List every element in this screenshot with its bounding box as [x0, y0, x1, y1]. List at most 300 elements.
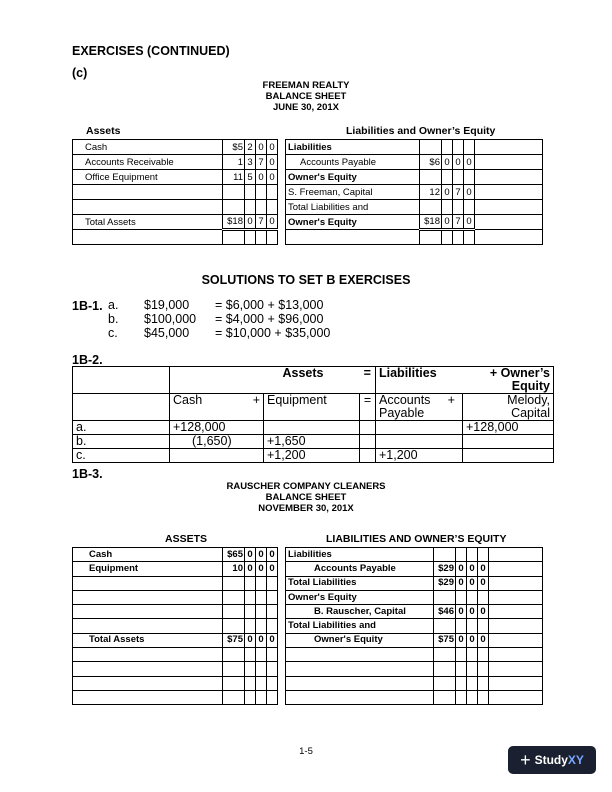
- freeman-title-block: [0, 80, 612, 113]
- ledger-left-digit: [267, 619, 278, 633]
- eq-row-ap: [376, 421, 463, 435]
- ledger-row: [73, 619, 543, 633]
- page-number: 1-5: [299, 746, 313, 757]
- ledger-left-digit: 7: [256, 155, 267, 170]
- ex-1b1-letter: b.: [108, 312, 119, 326]
- ledger-left-digit: 0: [245, 548, 256, 562]
- ledger-left-label: [73, 185, 223, 200]
- ledger-right-digit: [442, 140, 453, 155]
- ledger-right-dollars: $29: [434, 576, 456, 590]
- ledger-row: [73, 548, 543, 562]
- eq-row-equipment: +1,650: [264, 435, 360, 449]
- ledger-gap: [278, 605, 286, 619]
- ledger-left-dollars: [223, 605, 245, 619]
- ledger-gap: [278, 590, 286, 604]
- eq-top-equals: =: [360, 367, 376, 394]
- ledger-gap: [278, 185, 286, 200]
- ledger-left-digit: 0: [267, 215, 278, 230]
- ledger-right-digit: [453, 200, 464, 215]
- ledger-right-dollars: [420, 140, 442, 155]
- ledger-gap: [278, 140, 286, 155]
- ledger-gap: [278, 170, 286, 185]
- rauscher-assets-header: ASSETS: [165, 533, 208, 545]
- ledger-trail: [489, 676, 543, 690]
- ledger-right-digit: [478, 690, 489, 704]
- ledger-left-digit: [245, 619, 256, 633]
- ledger-right-digit: 0: [464, 155, 475, 170]
- ledger-right-label: B. Rauscher, Capital: [286, 605, 434, 619]
- ledger-row: [73, 662, 543, 676]
- ledger-trail: [489, 590, 543, 604]
- ledger-left-dollars: $5: [223, 140, 245, 155]
- ledger-left-digit: 0: [256, 140, 267, 155]
- ledger-right-dollars: $46: [434, 605, 456, 619]
- ledger-left-digit: 3: [245, 155, 256, 170]
- ledger-left-digit: 0: [245, 215, 256, 230]
- ledger-right-digit: [453, 170, 464, 185]
- ledger-right-digit: [456, 662, 467, 676]
- ledger-row: [73, 200, 543, 215]
- ledger-left-digit: [256, 185, 267, 200]
- ledger-right-digit: 0: [453, 155, 464, 170]
- ledger-left-digit: [256, 605, 267, 619]
- ledger-left-dollars: [223, 590, 245, 604]
- eq-row-equipment: [264, 421, 360, 435]
- ledger-left-dollars: $18: [223, 215, 245, 230]
- freeman-statement: BALANCE SHEET: [265, 91, 347, 102]
- freeman-assets-header: Assets: [86, 125, 121, 137]
- ledger-right-digit: [464, 230, 475, 245]
- ledger-right-digit: 7: [453, 215, 464, 230]
- ledger-right-digit: [478, 590, 489, 604]
- ledger-trail: [489, 605, 543, 619]
- ex-1b1-value: $19,000: [144, 298, 190, 312]
- ex-1b1-letter: a.: [108, 298, 119, 312]
- ledger-right-digit: [467, 690, 478, 704]
- ledger-right-dollars: $29: [434, 562, 456, 576]
- eq-row-letter: a.: [73, 421, 170, 435]
- ledger-left-digit: 0: [267, 140, 278, 155]
- ledger-left-digit: [267, 690, 278, 704]
- ledger-left-digit: 0: [267, 155, 278, 170]
- ex-1b1-row: [108, 326, 330, 340]
- ledger-left-label: [73, 590, 223, 604]
- ledger-right-digit: [442, 230, 453, 245]
- ledger-left-dollars: [223, 185, 245, 200]
- ledger-right-label: Liabilities: [286, 140, 420, 155]
- ledger-trail: [489, 576, 543, 590]
- ledger-left-digit: [256, 590, 267, 604]
- ledger-left-dollars: [223, 230, 245, 245]
- ledger-left-digit: [245, 648, 256, 662]
- ledger-gap: [278, 215, 286, 230]
- ledger-trail: [489, 648, 543, 662]
- eq-column-row: [73, 394, 554, 421]
- ledger-left-digit: [267, 662, 278, 676]
- ledger-left-digit: [245, 605, 256, 619]
- ledger-right-label: Total Liabilities and: [286, 200, 420, 215]
- ledger-right-digit: 0: [478, 562, 489, 576]
- rauscher-balance-sheet: [72, 547, 543, 705]
- ledger-right-dollars: [420, 230, 442, 245]
- rauscher-liab-header: LIABILITIES AND OWNER’S EQUITY: [326, 533, 507, 545]
- ledger-left-dollars: [223, 648, 245, 662]
- ledger-right-digit: [456, 619, 467, 633]
- ledger-right-dollars: [434, 662, 456, 676]
- ledger-left-dollars: 11: [223, 170, 245, 185]
- eq-row-capital: [463, 449, 554, 463]
- ledger-right-digit: 0: [478, 633, 489, 647]
- eq-row-equals: [360, 421, 376, 435]
- ledger-left-digit: [245, 576, 256, 590]
- ledger-trail: [475, 185, 543, 200]
- ledger-left-digit: [256, 690, 267, 704]
- eq-row: [73, 421, 554, 435]
- ledger-right-label: Liabilities: [286, 548, 434, 562]
- ledger-left-label: [73, 619, 223, 633]
- ledger-right-digit: 0: [442, 215, 453, 230]
- ledger-left-dollars: [223, 619, 245, 633]
- ledger-left-dollars: [223, 200, 245, 215]
- badge-brand: StudyXY: [534, 753, 584, 767]
- ledger-right-digit: [467, 676, 478, 690]
- ledger-left-label: Total Assets: [73, 633, 223, 647]
- eq-col-cash: Cash: [170, 394, 232, 421]
- ledger-right-dollars: [420, 200, 442, 215]
- ledger-right-digit: 0: [464, 215, 475, 230]
- eq-row-equals: [360, 449, 376, 463]
- eq-row-capital: [463, 435, 554, 449]
- ledger-right-label: [286, 690, 434, 704]
- ex-1b1-label: 1B-1.: [72, 299, 103, 313]
- ex-1b1-equation: = $10,000 + $35,000: [215, 326, 331, 340]
- ledger-left-dollars: $75: [223, 633, 245, 647]
- eq-row-equipment: +1,200: [264, 449, 360, 463]
- ledger-right-dollars: [434, 590, 456, 604]
- ledger-right-dollars: $18: [420, 215, 442, 230]
- ledger-right-digit: 0: [467, 633, 478, 647]
- ledger-trail: [475, 140, 543, 155]
- ledger-right-digit: 0: [456, 562, 467, 576]
- ledger-left-label: Cash: [73, 140, 223, 155]
- ledger-left-digit: [245, 200, 256, 215]
- ledger-right-digit: [453, 140, 464, 155]
- eq-rows: [73, 421, 554, 463]
- eq-row-letter: b.: [73, 435, 170, 449]
- eq-row: [73, 435, 554, 449]
- ledger-right-label: [286, 230, 420, 245]
- ledger-trail: [489, 690, 543, 704]
- ledger-right-digit: 0: [467, 605, 478, 619]
- ledger-left-digit: 0: [256, 562, 267, 576]
- ledger-left-digit: 7: [256, 215, 267, 230]
- ledger-right-dollars: $6: [420, 155, 442, 170]
- ledger-row: [73, 215, 543, 230]
- ledger-right-digit: [478, 548, 489, 562]
- ledger-left-digit: [245, 690, 256, 704]
- ledger-right-digit: 0: [478, 576, 489, 590]
- ledger-row: [73, 690, 543, 704]
- ledger-row: [73, 230, 543, 245]
- solutions-title: SOLUTIONS TO SET B EXERCISES: [201, 273, 411, 287]
- ledger-right-dollars: 12: [420, 185, 442, 200]
- ledger-left-digit: 0: [256, 170, 267, 185]
- ledger-left-digit: [245, 230, 256, 245]
- ledger-left-label: [73, 200, 223, 215]
- ledger-left-digit: 0: [267, 562, 278, 576]
- ledger-gap: [278, 576, 286, 590]
- ledger-left-digit: [267, 590, 278, 604]
- eq-header-row: [73, 367, 554, 394]
- ledger-right-digit: [464, 140, 475, 155]
- ex-1b1-letter: c.: [108, 326, 118, 340]
- rauscher-statement: BALANCE SHEET: [265, 492, 347, 503]
- ledger-left-label: Cash: [73, 548, 223, 562]
- ledger-right-digit: [467, 648, 478, 662]
- rauscher-title-block: [0, 481, 612, 514]
- section-heading: EXERCISES (CONTINUED): [72, 44, 230, 58]
- ex-1b1-row: [108, 298, 330, 312]
- ledger-left-label: [73, 605, 223, 619]
- ledger-left-label: [73, 648, 223, 662]
- ledger-left-digit: [267, 648, 278, 662]
- ledger-left-label: [73, 662, 223, 676]
- ledger-left-digit: [245, 590, 256, 604]
- ledger-right-digit: [478, 619, 489, 633]
- eq-row-cash: +128,000: [170, 421, 264, 435]
- eq-col-equals: =: [360, 394, 376, 421]
- ledger-left-label: [73, 676, 223, 690]
- ex-1b2-label: 1B-2.: [72, 353, 103, 367]
- ledger-right-label: Owner's Equity: [286, 215, 420, 230]
- ledger-left-dollars: [223, 690, 245, 704]
- ledger-right-digit: [456, 648, 467, 662]
- ledger-right-digit: [478, 676, 489, 690]
- rauscher-company: RAUSCHER COMPANY CLEANERS: [226, 481, 386, 492]
- rauscher-date: NOVEMBER 30, 201X: [258, 503, 354, 514]
- ledger-row: [73, 155, 543, 170]
- ledger-row: [73, 562, 543, 576]
- ledger-trail: [489, 562, 543, 576]
- ledger-right-dollars: [434, 648, 456, 662]
- ledger-row: [73, 185, 543, 200]
- ledger-left-label: Office Equipment: [73, 170, 223, 185]
- ledger-right-digit: [453, 230, 464, 245]
- ledger-left-digit: [256, 619, 267, 633]
- ledger-right-label: Accounts Payable: [286, 562, 434, 576]
- eq-top-liabilities: Liabilities: [376, 367, 463, 394]
- studyxy-badge[interactable]: [508, 746, 596, 774]
- ledger-right-digit: 0: [456, 633, 467, 647]
- ledger-left-digit: 2: [245, 140, 256, 155]
- ledger-left-dollars: $65: [223, 548, 245, 562]
- ledger-left-digit: [256, 648, 267, 662]
- ledger-right-dollars: [434, 690, 456, 704]
- ledger-row: [73, 140, 543, 155]
- ledger-gap: [278, 662, 286, 676]
- ledger-trail: [475, 155, 543, 170]
- ledger-trail: [489, 548, 543, 562]
- ledger-right-label: Owner's Equity: [286, 590, 434, 604]
- ledger-left-digit: 0: [267, 170, 278, 185]
- ledger-right-label: Accounts Payable: [286, 155, 420, 170]
- eq-col-plus2: +: [441, 394, 463, 421]
- eq-row-capital: +128,000: [463, 421, 554, 435]
- ledger-right-digit: [467, 662, 478, 676]
- ledger-right-label: Owner's Equity: [286, 170, 420, 185]
- ledger-left-digit: 5: [245, 170, 256, 185]
- ledger-right-digit: [456, 590, 467, 604]
- ledger-row: [73, 590, 543, 604]
- ex-1b3-label: 1B-3.: [72, 467, 103, 481]
- ledger-left-digit: 0: [256, 548, 267, 562]
- ledger-right-digit: [467, 548, 478, 562]
- freeman-liab-header: Liabilities and Owner’s Equity: [346, 125, 496, 137]
- ledger-left-digit: [267, 185, 278, 200]
- ledger-trail: [489, 633, 543, 647]
- ledger-gap: [278, 648, 286, 662]
- ledger-right-digit: [456, 690, 467, 704]
- ledger-right-digit: [478, 648, 489, 662]
- ledger-right-digit: [456, 676, 467, 690]
- ledger-right-label: [286, 662, 434, 676]
- ledger-right-digit: 0: [456, 576, 467, 590]
- ledger-trail: [475, 200, 543, 215]
- ledger-gap: [278, 230, 286, 245]
- ex-1b1-row: [108, 312, 330, 326]
- ledger-left-digit: 0: [267, 548, 278, 562]
- ledger-left-label: [73, 690, 223, 704]
- ledger-right-dollars: [434, 548, 456, 562]
- eq-top-owners-equity: + Owner’s Equity: [463, 367, 554, 394]
- ledger-left-label: Total Assets: [73, 215, 223, 230]
- ledger-trail: [475, 170, 543, 185]
- ledger-right-digit: [464, 170, 475, 185]
- ledger-right-digit: [456, 548, 467, 562]
- eq-col-ap: Accounts Payable: [376, 394, 441, 421]
- ledger-row: [73, 648, 543, 662]
- ledger-right-digit: 0: [467, 576, 478, 590]
- ledger-right-label: [286, 648, 434, 662]
- ex-1b1-value: $45,000: [144, 326, 190, 340]
- ledger-trail: [475, 215, 543, 230]
- ledger-left-digit: 0: [245, 562, 256, 576]
- ledger-row: [73, 576, 543, 590]
- part-c-label: (c): [72, 66, 88, 80]
- ledger-left-dollars: 1: [223, 155, 245, 170]
- ledger-left-label: Accounts Receivable: [73, 155, 223, 170]
- eq-row-ap: +1,200: [376, 449, 463, 463]
- ledger-left-digit: [245, 662, 256, 676]
- ex-1b1-equation: = $4,000 + $96,000: [215, 312, 324, 326]
- ledger-right-digit: 7: [453, 185, 464, 200]
- freeman-date: JUNE 30, 201X: [272, 102, 339, 113]
- ledger-left-label: [73, 576, 223, 590]
- ledger-left-dollars: [223, 576, 245, 590]
- ledger-left-digit: 0: [245, 633, 256, 647]
- ledger-right-label: Total Liabilities and: [286, 619, 434, 633]
- eq-row-cash: [170, 449, 264, 463]
- eq-row: [73, 449, 554, 463]
- ledger-right-digit: [442, 200, 453, 215]
- ex-1b2-equation-table: [72, 366, 554, 463]
- eq-col-equipment: Equipment: [264, 394, 332, 421]
- ledger-left-label: [73, 230, 223, 245]
- ledger-gap: [278, 619, 286, 633]
- plus-icon: +: [520, 749, 531, 770]
- ex-1b1-value: $100,000: [144, 312, 197, 326]
- ledger-left-dollars: [223, 676, 245, 690]
- ledger-gap: [278, 155, 286, 170]
- ledger-left-dollars: 10: [223, 562, 245, 576]
- ledger-right-dollars: $75: [434, 633, 456, 647]
- eq-col-plus1: +: [232, 394, 264, 421]
- ledger-left-digit: [267, 576, 278, 590]
- ledger-right-digit: 0: [467, 562, 478, 576]
- ledger-gap: [278, 200, 286, 215]
- ledger-left-digit: [245, 185, 256, 200]
- ledger-left-digit: [256, 200, 267, 215]
- ledger-trail: [489, 619, 543, 633]
- ledger-left-digit: [245, 676, 256, 690]
- eq-row-ap: [376, 435, 463, 449]
- ledger-right-label: Total Liabilities: [286, 576, 434, 590]
- ledger-right-digit: 0: [442, 185, 453, 200]
- ledger-row: [73, 605, 543, 619]
- ledger-left-label: Equipment: [73, 562, 223, 576]
- ledger-right-digit: [464, 200, 475, 215]
- ledger-left-digit: [256, 676, 267, 690]
- ledger-trail: [489, 662, 543, 676]
- ledger-right-label: Owner's Equity: [286, 633, 434, 647]
- ledger-right-label: S. Freeman, Capital: [286, 185, 420, 200]
- ledger-right-digit: [467, 619, 478, 633]
- ledger-right-digit: 0: [456, 605, 467, 619]
- ledger-gap: [278, 690, 286, 704]
- ledger-gap: [278, 633, 286, 647]
- ex-1b1-equation: = $6,000 + $13,000: [215, 298, 324, 312]
- ledger-right-dollars: [434, 676, 456, 690]
- ledger-row: [73, 170, 543, 185]
- ledger-right-digit: 0: [478, 605, 489, 619]
- ledger-right-label: [286, 676, 434, 690]
- ledger-trail: [475, 230, 543, 245]
- ledger-left-digit: 0: [256, 633, 267, 647]
- ledger-gap: [278, 548, 286, 562]
- ledger-left-digit: [267, 230, 278, 245]
- ledger-left-dollars: [223, 662, 245, 676]
- eq-row-letter: c.: [73, 449, 170, 463]
- ledger-right-digit: 0: [464, 185, 475, 200]
- eq-top-assets: Assets: [170, 367, 360, 394]
- ledger-row: [73, 633, 543, 647]
- ledger-right-digit: [467, 590, 478, 604]
- ledger-right-digit: [478, 662, 489, 676]
- ledger-row: [73, 676, 543, 690]
- eq-col-capital: Melody, Capital: [463, 394, 554, 421]
- eq-row-equals: [360, 435, 376, 449]
- freeman-company: FREEMAN REALTY: [262, 80, 350, 91]
- ledger-left-digit: [267, 605, 278, 619]
- ex-1b1-solutions: [108, 298, 330, 340]
- ledger-left-digit: [267, 200, 278, 215]
- ledger-right-dollars: [420, 170, 442, 185]
- ledger-left-digit: [256, 662, 267, 676]
- ledger-left-digit: [256, 576, 267, 590]
- ledger-gap: [278, 562, 286, 576]
- ledger-gap: [278, 676, 286, 690]
- ledger-right-digit: 0: [442, 155, 453, 170]
